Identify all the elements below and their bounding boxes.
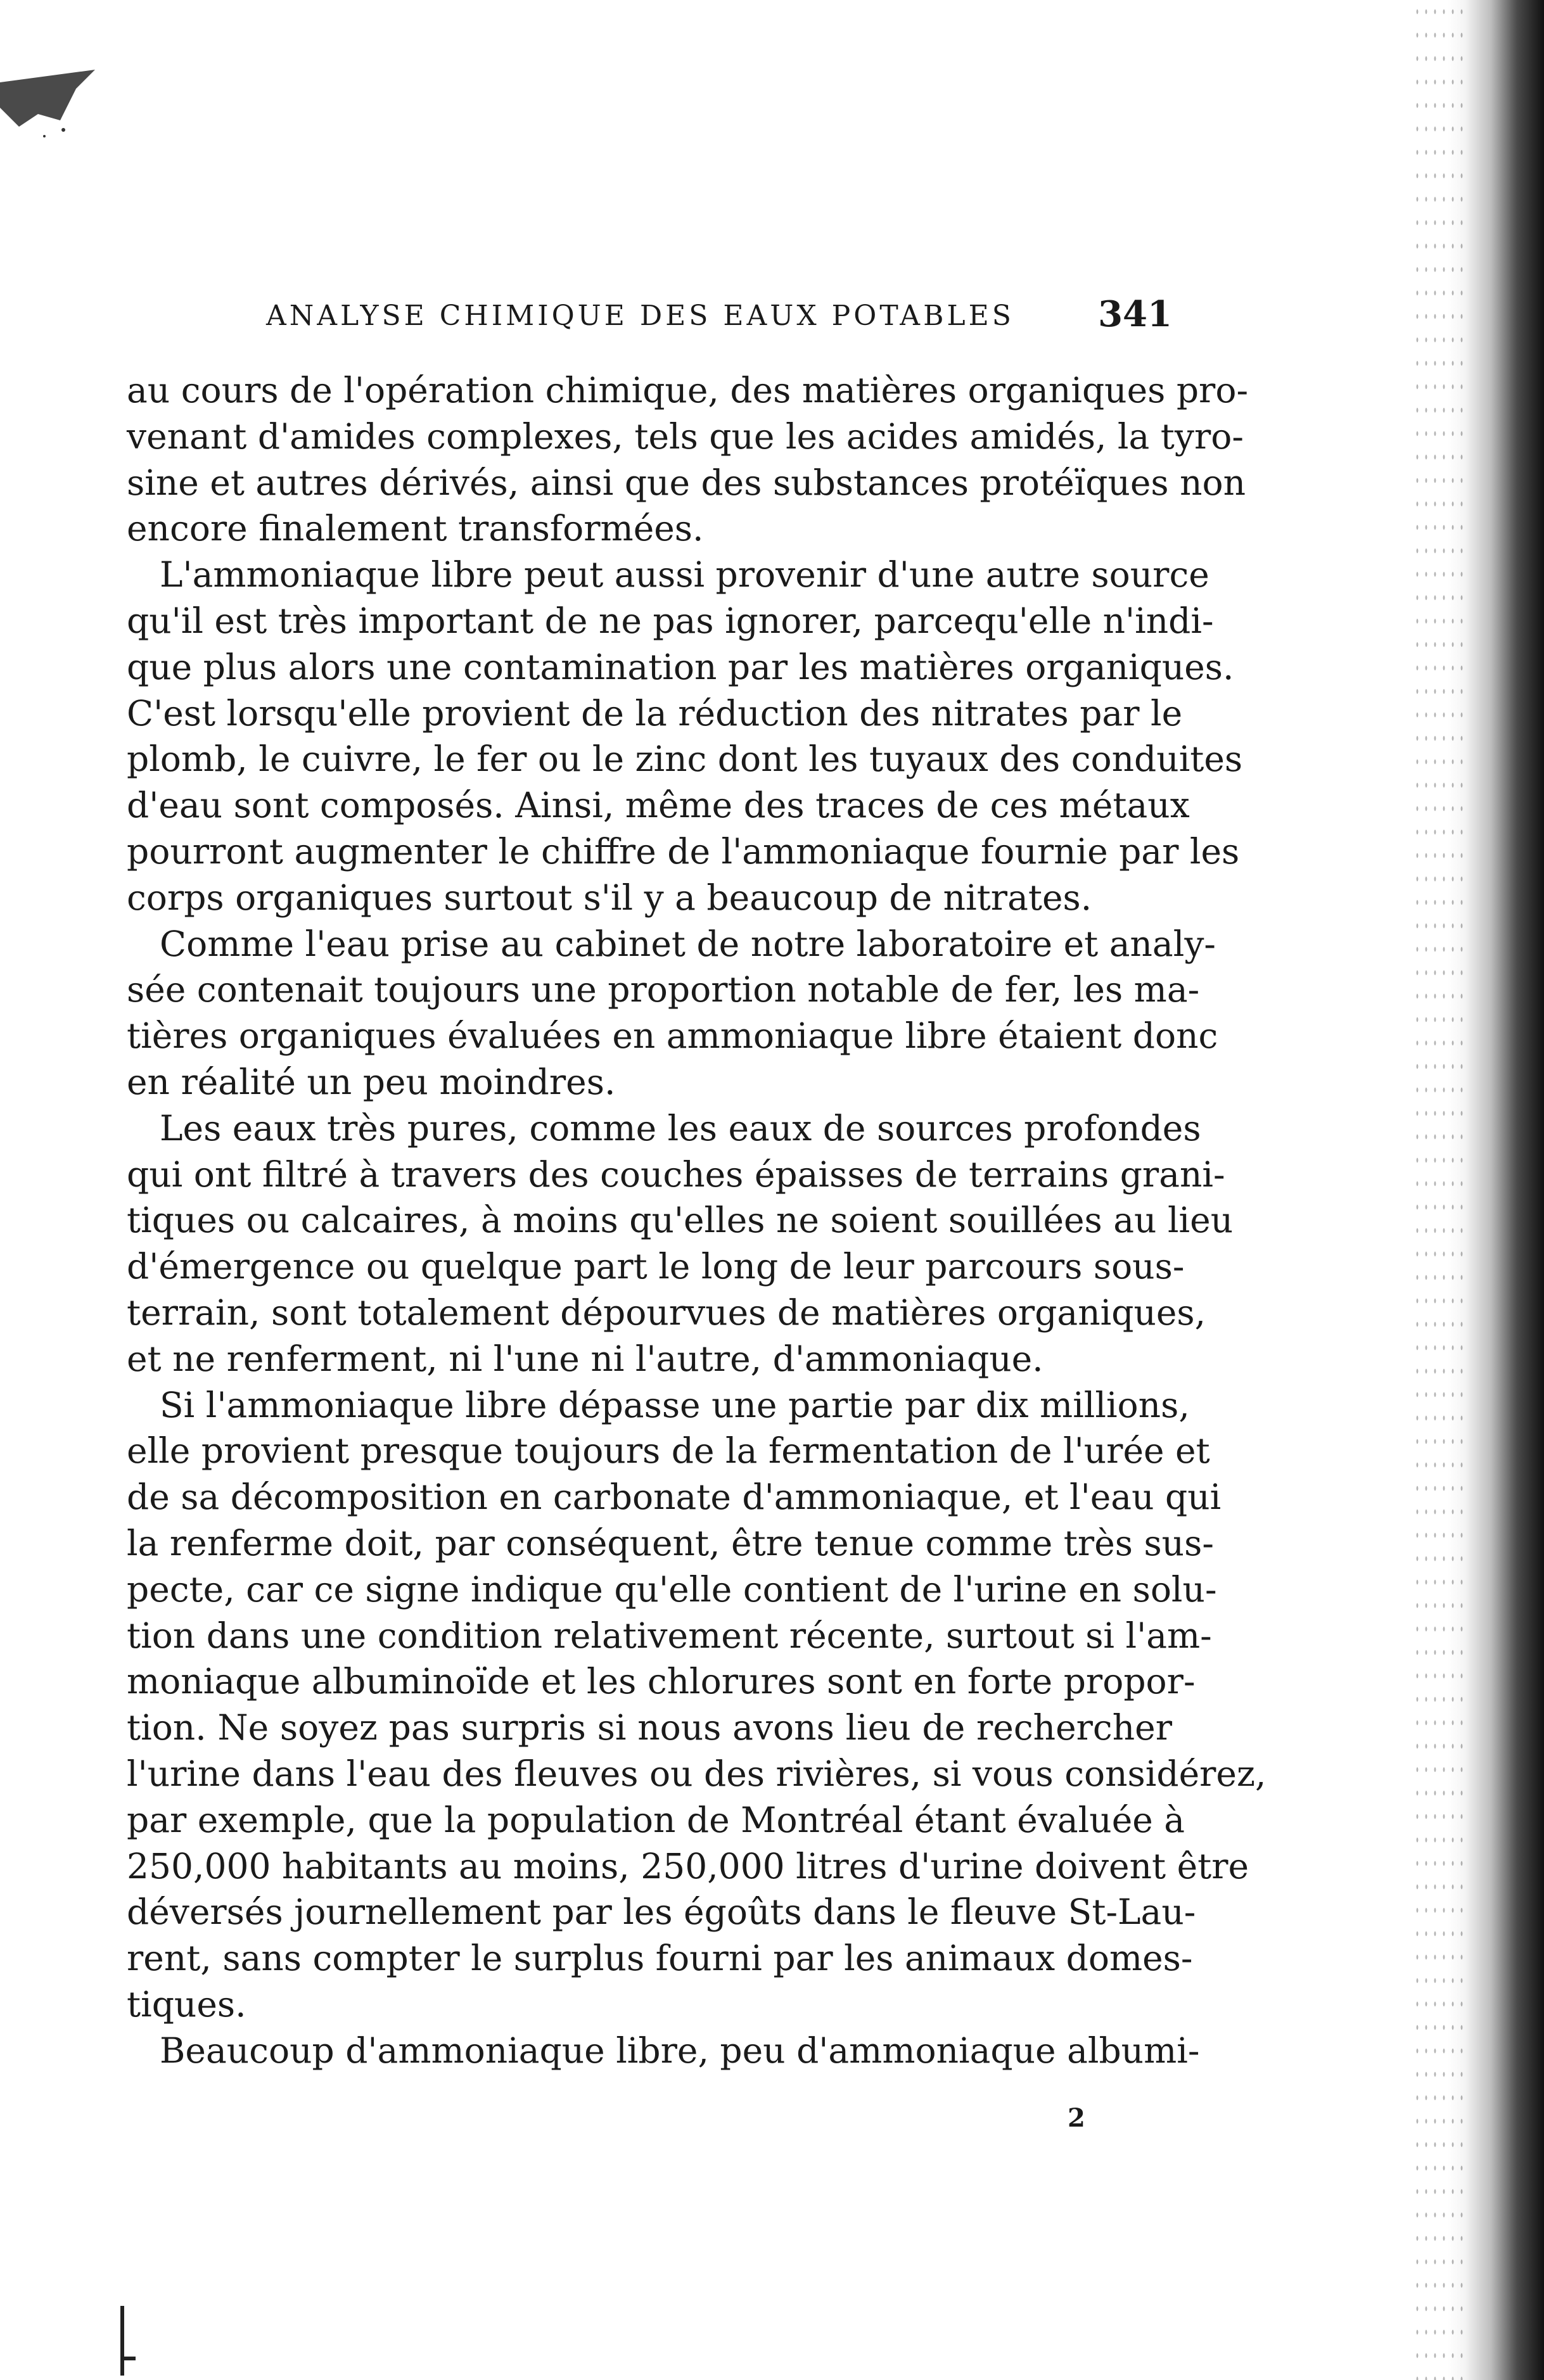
body-text — [127, 367, 1266, 2073]
text-line: Comme l'eau prise au cabinet de notre laboratoire et analy- — [160, 923, 1216, 964]
corner-smudge — [0, 70, 101, 146]
text-line: L'ammoniaque libre peut aussi provenir d'une autre source — [160, 554, 1209, 595]
page-number: 341 — [1098, 293, 1172, 335]
margin-mark — [114, 2306, 139, 2376]
text-line: moniaque albuminoïde et les chlorures sont en forte propor- — [127, 1661, 1196, 1702]
text-line: qu'il est très important de ne pas ignorer, parcequ'elle n'indi- — [127, 600, 1214, 641]
text-line: encore finalement transformées. — [127, 508, 704, 549]
text-line: C'est lorsqu'elle provient de la réduction des nitrates par le — [127, 692, 1183, 734]
text-line: déversés journellement par les égoûts dans le fleuve St-Lau- — [127, 1892, 1196, 1933]
text-line: la renferme doit, par conséquent, être tenue comme très sus- — [127, 1522, 1214, 1563]
text-line: en réalité un peu moindres. — [127, 1061, 616, 1102]
text-line: Si l'ammoniaque libre dépasse une partie par dix millions, — [160, 1384, 1190, 1425]
running-title: ANALYSE CHIMIQUE DES EAUX POTABLES — [266, 300, 1014, 332]
text-line: pourront augmenter le chiffre de l'ammoniaque fournie par les — [127, 830, 1240, 872]
text-line: tiques ou calcaires, à moins qu'elles ne soient souillées au lieu — [127, 1200, 1234, 1241]
text-line: Beaucoup d'ammoniaque libre, peu d'ammoniaque albumi- — [160, 2030, 1200, 2071]
text-line: venant d'amides complexes, tels que les acides amidés, la tyro- — [127, 416, 1244, 457]
text-line: et ne renferment, ni l'une ni l'autre, d'ammoniaque. — [127, 1338, 1043, 1379]
text-line: l'urine dans l'eau des fleuves ou des rivières, si vous considérez, — [127, 1753, 1266, 1794]
text-line: sée contenait toujours une proportion notable de fer, les ma- — [127, 969, 1200, 1010]
text-line: pecte, car ce signe indique qu'elle contient de l'urine en solu- — [127, 1569, 1217, 1610]
text-line: corps organiques surtout s'il y a beaucoup de nitrates. — [127, 877, 1092, 918]
text-line: tion dans une condition relativement récente, surtout si l'am- — [127, 1615, 1212, 1656]
running-header — [95, 288, 1172, 345]
text-line: terrain, sont totalement dépourvues de matières organiques, — [127, 1292, 1206, 1333]
text-line: par exemple, que la population de Montréal étant évaluée à — [127, 1799, 1185, 1840]
signature-mark: 2 — [1068, 2103, 1085, 2133]
text-line: d'émergence ou quelque part le long de leur parcours sous- — [127, 1246, 1185, 1287]
text-line: 250,000 habitants au moins, 250,000 litres d'urine doivent être — [127, 1845, 1249, 1887]
text-line: au cours de l'opération chimique, des matières organiques pro- — [127, 370, 1249, 410]
scan-noise — [1413, 0, 1464, 2380]
text-line: sine et autres dérivés, ainsi que des substances protéïques non — [127, 462, 1246, 503]
text-line: Les eaux très pures, comme les eaux de sources profondes — [160, 1107, 1201, 1149]
text-line: rent, sans compter le surplus fourni par les animaux domes- — [127, 1938, 1193, 1979]
text-line: qui ont filtré à travers des couches épaisses de terrains grani- — [127, 1154, 1225, 1195]
text-line: d'eau sont composés. Ainsi, même des traces de ces métaux — [127, 785, 1190, 826]
text-line: tières organiques évaluées en ammoniaque libre étaient donc — [127, 1015, 1218, 1057]
text-line: plomb, le cuivre, le fer ou le zinc dont les tuyaux des conduites — [127, 739, 1243, 780]
text-line: elle provient presque toujours de la fermentation de l'urée et — [127, 1430, 1210, 1472]
text-line: que plus alors une contamination par les matières organiques. — [127, 646, 1234, 687]
text-line: tion. Ne soyez pas surpris si nous avons lieu de rechercher — [127, 1707, 1172, 1748]
text-line: de sa décomposition en carbonate d'ammoniaque, et l'eau qui — [127, 1477, 1222, 1518]
text-line: tiques. — [127, 1983, 246, 2025]
